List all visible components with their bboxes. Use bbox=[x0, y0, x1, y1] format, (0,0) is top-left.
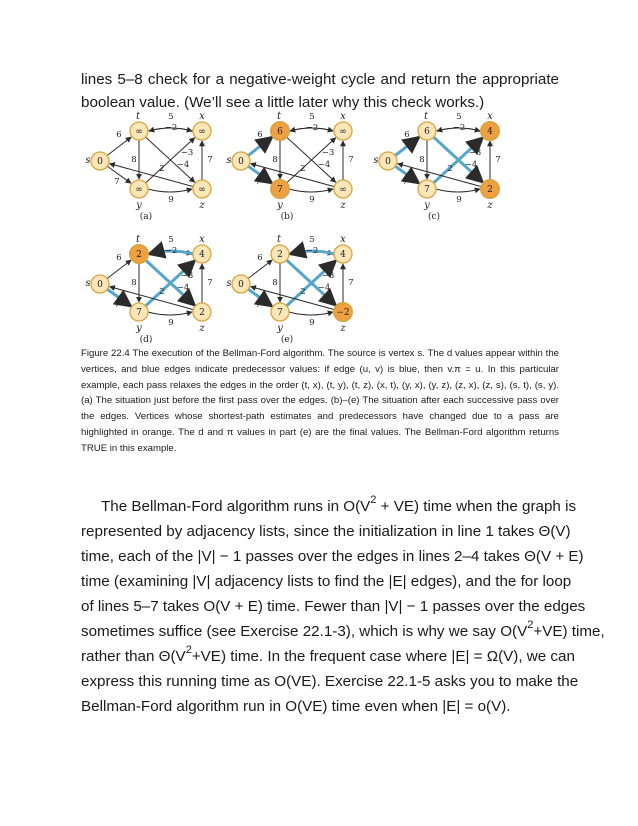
vertex-d-s: 0 bbox=[385, 157, 391, 167]
body-line-9: Bellman-Ford algorithm run in O(VE) time even when |E| = o(V). bbox=[81, 698, 511, 715]
figure-caption: Figure 22.4 The execution of the Bellman-Ford algorithm. The source is vertex s. The d values appear within the vertices, and blue edges indicate predecessor values: if edge (u, v) is blue, then v.π = u. In this particular example, each pass relaxes the edges in the order (t, x), (t, y), (t, z), (x, t), (y, x), (y, z), (z, x), (z, s), (s, t), (s, y). (a) The situation just before the first pass over the edges. (b)–(e) The situation after each successive pass over the edges. Vertices whose shortest-path estimates and predecessors have changed due to a pass are highlighted in orange. The d and π values in part (e) are the final values. The Bellman-Ford algorithm returns TRUE in this example. bbox=[81, 348, 559, 454]
edge-weight-sy: 7 bbox=[402, 177, 408, 187]
graph-svg bbox=[225, 236, 365, 346]
panel-label: (a) bbox=[139, 212, 153, 222]
edge-weight-st: 6 bbox=[257, 130, 263, 140]
vertex-name-y: y bbox=[136, 323, 142, 334]
vertex-d-x: 4 bbox=[487, 127, 493, 137]
panel-label: (c) bbox=[427, 212, 441, 222]
edge-weight-ty: 8 bbox=[419, 155, 425, 165]
edge-y-z bbox=[148, 312, 192, 315]
edge-weight-tx: 5 bbox=[168, 112, 174, 122]
vertex-name-z: z bbox=[199, 323, 205, 334]
vertex-d-y: 7 bbox=[424, 185, 430, 195]
vertex-d-z: ∞ bbox=[198, 185, 206, 195]
vertex-name-x: x bbox=[199, 234, 205, 245]
vertex-name-x: x bbox=[487, 111, 493, 122]
vertex-d-z: 2 bbox=[199, 308, 205, 318]
edge-weight-tz: −4 bbox=[176, 283, 190, 293]
edge-y-z bbox=[289, 312, 333, 315]
edge-weight-xt: −2 bbox=[164, 246, 178, 256]
vertex-name-z: z bbox=[340, 200, 346, 211]
edge-weight-tx: 5 bbox=[456, 112, 462, 122]
vertex-name-y: y bbox=[277, 200, 283, 211]
vertex-d-t: 2 bbox=[136, 250, 142, 260]
vertex-d-t: 6 bbox=[424, 127, 430, 137]
body-line-1: The Bellman-Ford algorithm runs in $O(V^2 + VE)$ time when the graph is bbox=[101, 493, 577, 515]
graph-svg bbox=[84, 113, 224, 223]
vertex-d-z: −2 bbox=[336, 308, 350, 318]
edge-weight-zx: 7 bbox=[495, 155, 501, 165]
body-line-6: sometimes suffice (see Exercise 22.1-3), which is why we say $O(V^2+VE)$ time, bbox=[81, 618, 605, 640]
body-line-2: represented by adjacency lists, since the initialization in line 1 takes Θ(V) bbox=[81, 523, 571, 540]
edge-weight-st: 6 bbox=[404, 130, 410, 140]
vertex-name-y: y bbox=[136, 200, 142, 211]
vertex-name-s: s bbox=[226, 155, 232, 166]
body-paragraph bbox=[81, 493, 605, 719]
edge-weight-ty: 8 bbox=[272, 155, 278, 165]
edge-weight-sy: 7 bbox=[255, 177, 261, 187]
vertex-d-s: 0 bbox=[238, 157, 244, 167]
edge-weight-zs: 2 bbox=[300, 164, 306, 174]
body-line-8: express this running time as O(VE). Exercise 22.1-5 asks you to make the bbox=[81, 673, 579, 690]
edge-weight-yx: −3 bbox=[468, 148, 482, 158]
panel-a bbox=[84, 113, 224, 223]
vertex-name-x: x bbox=[199, 111, 205, 122]
vertex-d-y: ∞ bbox=[135, 185, 143, 195]
vertex-name-t: t bbox=[135, 234, 141, 245]
vertex-name-s: s bbox=[85, 155, 91, 166]
edge-weight-zx: 7 bbox=[207, 278, 213, 288]
edge-weight-zs: 2 bbox=[447, 164, 453, 174]
intro-paragraph: lines 5–8 check for a negative-weight cycle and return the appropriate boolean value. (We’ll see a little later why this check works.) bbox=[81, 71, 559, 111]
edge-weight-sy: 7 bbox=[255, 300, 261, 310]
edge-weight-xt: −2 bbox=[305, 123, 319, 133]
edge-weight-yz: 9 bbox=[309, 318, 315, 328]
edge-weight-st: 6 bbox=[116, 130, 122, 140]
edge-weight-ty: 8 bbox=[131, 278, 137, 288]
panel-d bbox=[84, 236, 224, 346]
edge-weight-xt: −2 bbox=[164, 123, 178, 133]
graph-svg bbox=[372, 113, 512, 223]
vertex-name-y: y bbox=[424, 200, 430, 211]
vertex-d-y: 7 bbox=[136, 308, 142, 318]
edge-weight-xt: −2 bbox=[305, 246, 319, 256]
edge-weight-tx: 5 bbox=[309, 112, 315, 122]
vertex-d-t: ∞ bbox=[135, 127, 143, 137]
panel-b bbox=[225, 113, 365, 223]
vertex-name-z: z bbox=[340, 323, 346, 334]
vertex-d-x: ∞ bbox=[339, 127, 347, 137]
edge-weight-yx: −3 bbox=[321, 148, 335, 158]
vertex-d-t: 6 bbox=[277, 127, 283, 137]
edge-weight-zs: 2 bbox=[159, 164, 165, 174]
graph-svg bbox=[84, 236, 224, 346]
panel-c bbox=[372, 113, 512, 223]
edge-weight-yz: 9 bbox=[168, 318, 174, 328]
vertex-d-y: 7 bbox=[277, 308, 283, 318]
edge-weight-tx: 5 bbox=[168, 235, 174, 245]
edge-weight-ty: 8 bbox=[131, 155, 137, 165]
vertex-name-t: t bbox=[423, 111, 429, 122]
body-line-5: of lines 5–7 takes O(V + E) time. Fewer than |V| − 1 passes over the edges bbox=[81, 598, 586, 615]
vertex-name-s: s bbox=[85, 278, 91, 289]
vertex-name-s: s bbox=[373, 155, 379, 166]
panel-label: (d) bbox=[139, 335, 153, 345]
edge-weight-sy: 7 bbox=[114, 300, 120, 310]
edge-weight-sy: 7 bbox=[114, 177, 120, 187]
body-line-7: rather than $\Theta(V^2+VE)$ time. In the frequent case where |E| = Ω(V), we can bbox=[81, 643, 575, 665]
vertex-name-t: t bbox=[135, 111, 141, 122]
vertex-d-s: 0 bbox=[97, 280, 103, 290]
edge-weight-yz: 9 bbox=[168, 195, 174, 205]
vertex-name-z: z bbox=[199, 200, 205, 211]
edge-weight-yz: 9 bbox=[309, 195, 315, 205]
panel-e bbox=[225, 236, 365, 346]
edge-weight-ty: 8 bbox=[272, 278, 278, 288]
edge-weight-tx: 5 bbox=[309, 235, 315, 245]
vertex-name-t: t bbox=[276, 111, 282, 122]
vertex-d-z: ∞ bbox=[339, 185, 347, 195]
edge-weight-st: 6 bbox=[116, 253, 122, 263]
edge-weight-tz: −4 bbox=[317, 283, 331, 293]
body-line-3: time, each of the |V| − 1 passes over the edges in lines 2–4 takes Θ(V + E) bbox=[81, 548, 584, 565]
vertex-d-y: 7 bbox=[277, 185, 283, 195]
vertex-d-s: 0 bbox=[238, 280, 244, 290]
graph-svg bbox=[225, 113, 365, 223]
edge-weight-yx: −3 bbox=[180, 271, 194, 281]
panel-label: (e) bbox=[280, 335, 294, 345]
vertex-d-t: 2 bbox=[277, 250, 283, 260]
vertex-name-s: s bbox=[226, 278, 232, 289]
edge-weight-zx: 7 bbox=[207, 155, 213, 165]
edge-weight-zs: 2 bbox=[300, 287, 306, 297]
edge-weight-zx: 7 bbox=[348, 278, 354, 288]
vertex-d-x: 4 bbox=[199, 250, 205, 260]
edge-weight-yx: −3 bbox=[180, 148, 194, 158]
edge-y-z bbox=[148, 189, 192, 192]
edge-y-z bbox=[289, 189, 333, 192]
vertex-d-z: 2 bbox=[487, 185, 493, 195]
panel-label: (b) bbox=[280, 212, 294, 222]
edge-weight-xt: −2 bbox=[452, 123, 466, 133]
edge-weight-tz: −4 bbox=[464, 160, 478, 170]
edge-weight-yx: −3 bbox=[321, 271, 335, 281]
edge-y-z bbox=[436, 189, 480, 192]
vertex-name-z: z bbox=[487, 200, 493, 211]
vertex-d-x: ∞ bbox=[198, 127, 206, 137]
vertex-name-x: x bbox=[340, 111, 346, 122]
edge-weight-yz: 9 bbox=[456, 195, 462, 205]
edge-weight-tz: −4 bbox=[176, 160, 190, 170]
vertex-name-y: y bbox=[277, 323, 283, 334]
vertex-d-x: 4 bbox=[340, 250, 346, 260]
edge-weight-tz: −4 bbox=[317, 160, 331, 170]
edge-weight-st: 6 bbox=[257, 253, 263, 263]
edge-weight-zs: 2 bbox=[159, 287, 165, 297]
body-line-4: time (examining |V| adjacency lists to find the |E| edges), and the for loop bbox=[81, 573, 572, 590]
vertex-d-s: 0 bbox=[97, 157, 103, 167]
vertex-name-x: x bbox=[340, 234, 346, 245]
edge-weight-zx: 7 bbox=[348, 155, 354, 165]
vertex-name-t: t bbox=[276, 234, 282, 245]
